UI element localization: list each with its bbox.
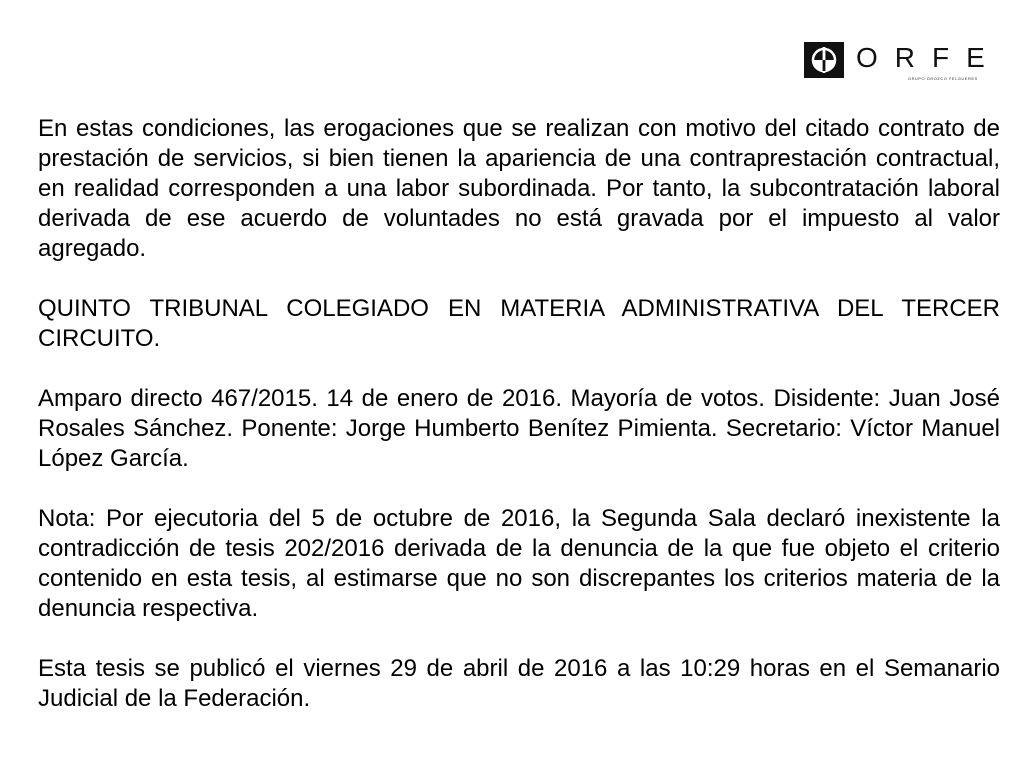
paragraph-note: Nota: Por ejecutoria del 5 de octubre de 2016, la Segunda Sala declaró inexistente la contradicción de tesis 202/2016 derivada de la denuncia de la que fue objeto el criterio contenido en esta tesis, al estimarse que no son discrepantes los criterios materia de la denuncia respectiva. [38,505,1000,622]
logo-wordmark: ORFE [856,42,1002,73]
orfe-logo [804,42,1002,81]
paragraph-criterion: En estas condiciones, las erogaciones que se realizan con motivo del citado contrato de prestación de servicios, si bien tienen la apariencia de una contraprestación contractual, en realidad corresponden a una labor subordinada. Por tanto, la subcontratación laboral derivada de ese acuerdo de voluntades no está gravada por el impuesto al valor agregado. [38,115,1000,262]
paragraph-publication: Esta tesis se publicó el viernes 29 de abril de 2016 a las 10:29 horas en el Semanario Judicial de la Federación. [38,655,1000,712]
document-body [38,114,1000,714]
paragraph-court: QUINTO TRIBUNAL COLEGIADO EN MATERIA ADMINISTRATIVA DEL TERCER CIRCUITO. [38,295,1000,352]
logo-tagline: GRUPO OROZCO FELGUERES [908,76,978,81]
orfe-emblem-icon [804,42,844,78]
paragraph-amparo: Amparo directo 467/2015. 14 de enero de 2016. Mayoría de votos. Disidente: Juan José Rosales Sánchez. Ponente: Jorge Humberto Benítez Pimienta. Secretario: Víctor Manuel López García. [38,385,1000,472]
